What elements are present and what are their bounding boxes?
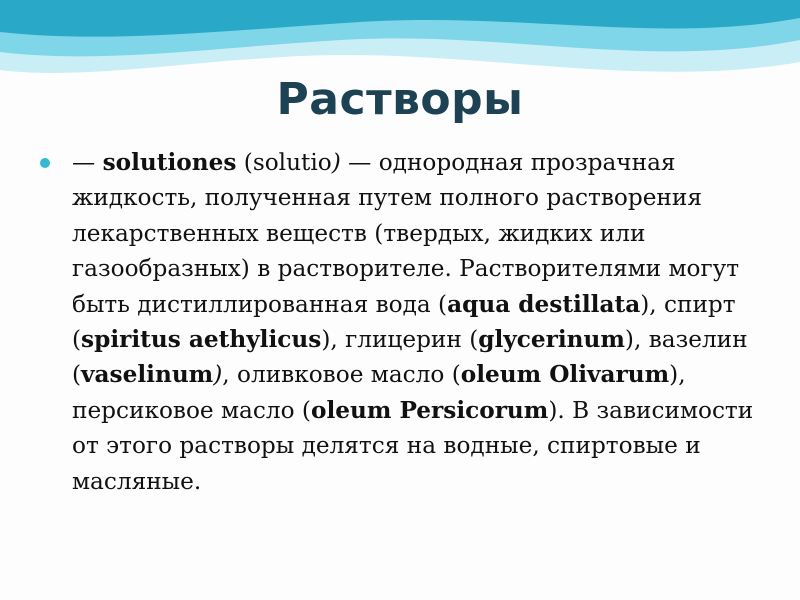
text-segment: , оливковое масло ( xyxy=(222,361,461,389)
text-segment: — однородная прозрачная жидкость, полученная путем полного растворения лекарственных веществ (твердых, жидких или газообразных) в растворителе. Растворителями могут быть дистиллированная вода ( xyxy=(72,149,740,318)
slide-title: Растворы xyxy=(276,74,524,125)
latin-term: vaselinum xyxy=(81,361,214,389)
text-segment: — xyxy=(72,149,103,176)
text-segment: ). В зависимости от этого растворы делятся на водные, спиртовые и масляные. xyxy=(72,396,754,495)
latin-term: spiritus aethylicus xyxy=(81,326,322,354)
latin-term: glycerinum xyxy=(478,326,625,354)
text-segment: ) xyxy=(213,361,223,389)
text-segment: ), вазелин ( xyxy=(72,326,748,389)
text-segment: ), глицерин ( xyxy=(321,326,479,354)
text-segment: ) xyxy=(331,149,341,176)
latin-term: oleum Persicorum xyxy=(310,396,549,424)
text-segment: ), спирт ( xyxy=(72,290,736,354)
body-paragraph xyxy=(72,145,762,499)
latin-term: solutiones xyxy=(102,149,237,176)
text-segment: (solutio xyxy=(236,149,332,176)
latin-term: oleum Olivarum xyxy=(460,361,670,389)
latin-term: aqua destillata xyxy=(447,290,641,318)
text-segment: ), персиковое масло ( xyxy=(72,361,686,424)
circle-bullet-icon xyxy=(40,158,50,168)
